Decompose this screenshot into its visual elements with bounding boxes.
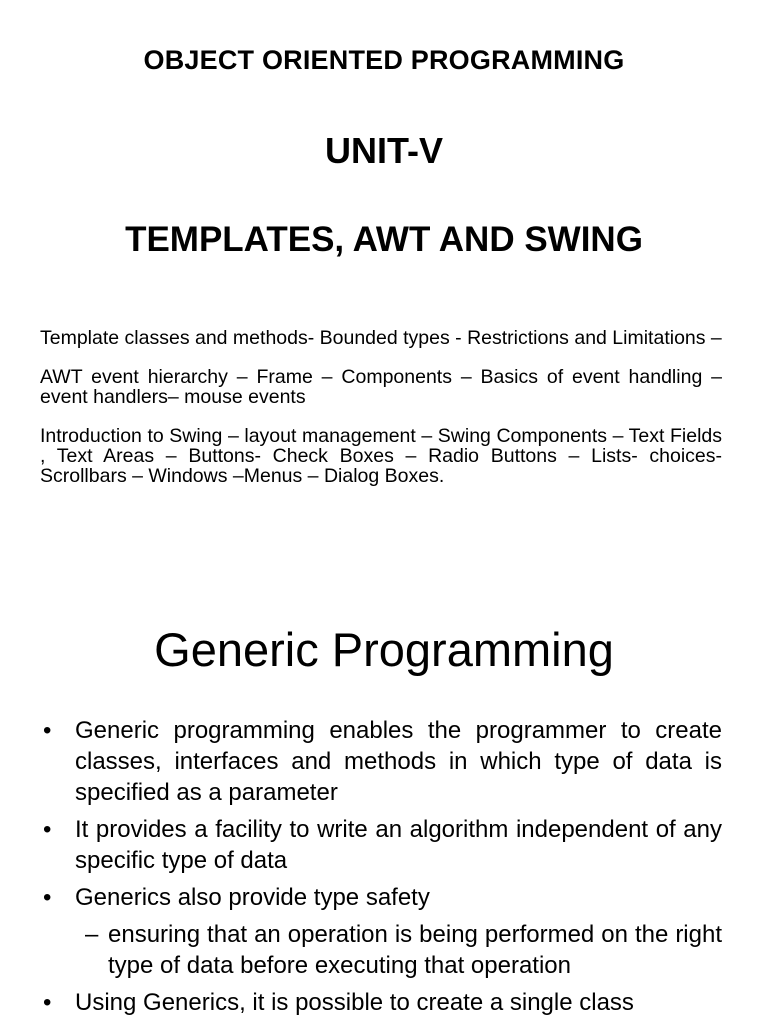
section-heading: Generic Programming (154, 623, 614, 676)
bullet-dot-icon: • (43, 816, 52, 843)
sub-bullet-text: ensuring that an operation is being performed on the right type of data before executing that operation (108, 921, 722, 979)
sub-bullet-item (40, 919, 722, 981)
bullet-text: It provides a facility to write an algorithm independent of any specific type of data (75, 816, 722, 874)
syllabus-item-awt: AWT event hierarchy – Frame – Components – Basics of event handling – event handlers– mouse events (40, 366, 722, 408)
bullet-dot-icon: • (43, 989, 52, 1016)
bullet-item (40, 987, 722, 1018)
course-title: OBJECT ORIENTED PROGRAMMING (143, 45, 625, 75)
dash-icon: – (85, 921, 99, 948)
bullet-dot-icon: • (43, 717, 52, 744)
syllabus-item-swing: Introduction to Swing – layout management – Swing Components – Text Fields , Text Areas – Buttons- Check Boxes – Radio Buttons – Lists- choices- Scrollbars – Windows –Menus – Dialog Boxes. (40, 425, 722, 487)
bullet-text: Generics also provide type safety (75, 884, 430, 911)
bullet-item (40, 882, 722, 913)
bullet-text: Using Generics, it is possible to create a single class (75, 989, 634, 1016)
slide-generic-programming (0, 545, 768, 1024)
bullet-item (40, 715, 722, 808)
bullet-list (40, 715, 722, 1024)
bullet-text: Generic programming enables the programmer to create classes, interfaces and methods in which type of data is specified as a parameter (75, 717, 722, 806)
unit-title: UNIT-V (324, 130, 443, 171)
syllabus-item-templates: Template classes and methods- Bounded types - Restrictions and Limitations – (40, 327, 722, 349)
topic-title: TEMPLATES, AWT AND SWING (125, 220, 643, 259)
bullet-item (40, 814, 722, 876)
syllabus-list (40, 328, 722, 505)
bullet-dot-icon: • (43, 884, 52, 911)
